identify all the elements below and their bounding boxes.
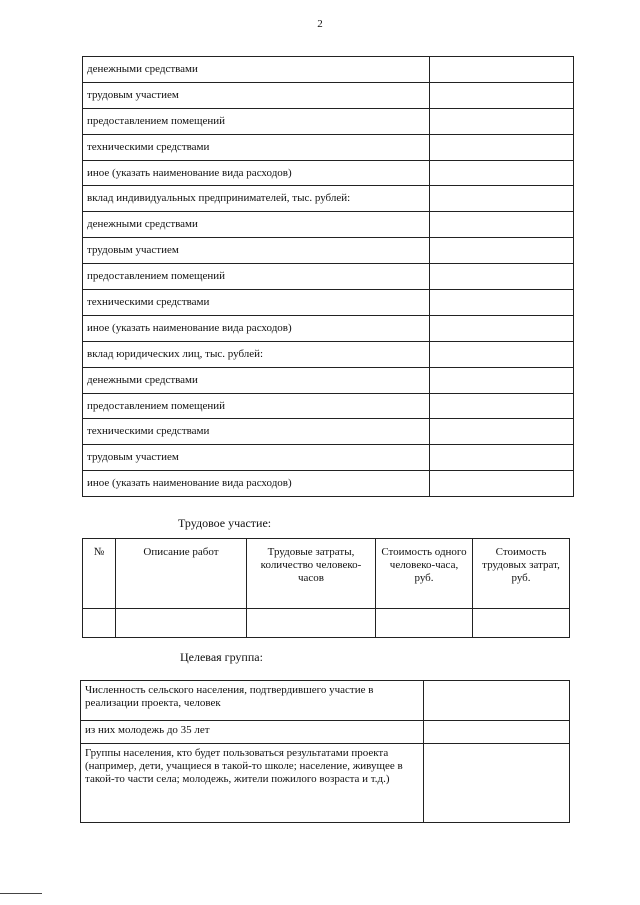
table-row [83, 341, 574, 367]
row-label: техническими средствами [83, 419, 430, 445]
row-label: трудовым участием [83, 82, 430, 108]
row-label: вклад индивидуальных предпринимателей, тыс. рублей: [83, 186, 430, 212]
value-cell[interactable] [424, 721, 570, 744]
value-cell[interactable] [430, 264, 574, 290]
value-cell[interactable] [430, 238, 574, 264]
value-cell[interactable] [430, 160, 574, 186]
value-cell[interactable] [430, 82, 574, 108]
table-row [83, 445, 574, 471]
table-row [83, 212, 574, 238]
row-label: предоставлением помещений [83, 393, 430, 419]
labor-participation-table [82, 538, 570, 638]
table-row [83, 108, 574, 134]
table-row [83, 609, 570, 638]
contributions-table [82, 56, 574, 497]
table-row [83, 290, 574, 316]
value-cell[interactable] [430, 367, 574, 393]
column-header-total-labor-cost: Стоимость трудовых затрат, руб. [473, 539, 570, 609]
row-label: иное (указать наименование вида расходов) [83, 315, 430, 341]
table-row [83, 186, 574, 212]
value-cell[interactable] [430, 315, 574, 341]
cell-work-description[interactable] [116, 609, 247, 638]
row-label: предоставлением помещений [83, 108, 430, 134]
row-label: трудовым участием [83, 445, 430, 471]
table-row [81, 744, 570, 823]
value-cell[interactable] [430, 186, 574, 212]
value-cell[interactable] [430, 57, 574, 83]
table-row [83, 134, 574, 160]
row-label: денежными средствами [83, 212, 430, 238]
value-cell[interactable] [430, 445, 574, 471]
table-row [83, 419, 574, 445]
row-label: Численность сельского населения, подтвердившего участие в реализации проекта, человек [81, 681, 424, 721]
row-label: предоставлением помещений [83, 264, 430, 290]
column-header-number: № [83, 539, 116, 609]
table-row [83, 471, 574, 497]
target-group-caption: Целевая группа: [180, 650, 263, 664]
cell-number[interactable] [83, 609, 116, 638]
row-label: иное (указать наименование вида расходов) [83, 160, 430, 186]
row-label: денежными средствами [83, 57, 430, 83]
row-label: из них молодежь до 35 лет [81, 721, 424, 744]
page-number: 2 [317, 18, 323, 30]
table-row [81, 681, 570, 721]
table-row [83, 367, 574, 393]
row-label: Группы населения, кто будет пользоваться результатами проекта (например, дети, учащиеся в такой-то школе; население, живущее в такой-то части села; молодежь, жители пожилого возраста и т.д.) [81, 744, 424, 823]
column-header-labor-hours: Трудовые затраты, количество человеко-часов [247, 539, 376, 609]
value-cell[interactable] [424, 744, 570, 823]
table-row [83, 393, 574, 419]
row-label: трудовым участием [83, 238, 430, 264]
value-cell[interactable] [430, 341, 574, 367]
cell-labor-hours[interactable] [247, 609, 376, 638]
value-cell[interactable] [430, 212, 574, 238]
labor-participation-caption: Трудовое участие: [178, 516, 272, 530]
value-cell[interactable] [430, 108, 574, 134]
table-row [83, 238, 574, 264]
table-row [83, 82, 574, 108]
table-row [81, 721, 570, 744]
target-group-table [80, 680, 570, 823]
table-row [83, 57, 574, 83]
value-cell[interactable] [430, 290, 574, 316]
column-header-work-description: Описание работ [116, 539, 247, 609]
value-cell[interactable] [430, 419, 574, 445]
value-cell[interactable] [430, 393, 574, 419]
row-label: техническими средствами [83, 290, 430, 316]
value-cell[interactable] [430, 471, 574, 497]
value-cell[interactable] [430, 134, 574, 160]
value-cell[interactable] [424, 681, 570, 721]
table-row [83, 315, 574, 341]
table-row [83, 264, 574, 290]
table-header-row [83, 539, 570, 609]
table-row [83, 160, 574, 186]
cell-total-labor-cost[interactable] [473, 609, 570, 638]
row-label: техническими средствами [83, 134, 430, 160]
row-label: иное (указать наименование вида расходов) [83, 471, 430, 497]
column-header-hour-cost: Стоимость одного человеко-часа, руб. [376, 539, 473, 609]
row-label: денежными средствами [83, 367, 430, 393]
row-label: вклад юридических лиц, тыс. рублей: [83, 341, 430, 367]
cell-hour-cost[interactable] [376, 609, 473, 638]
footnote-separator [0, 893, 42, 894]
